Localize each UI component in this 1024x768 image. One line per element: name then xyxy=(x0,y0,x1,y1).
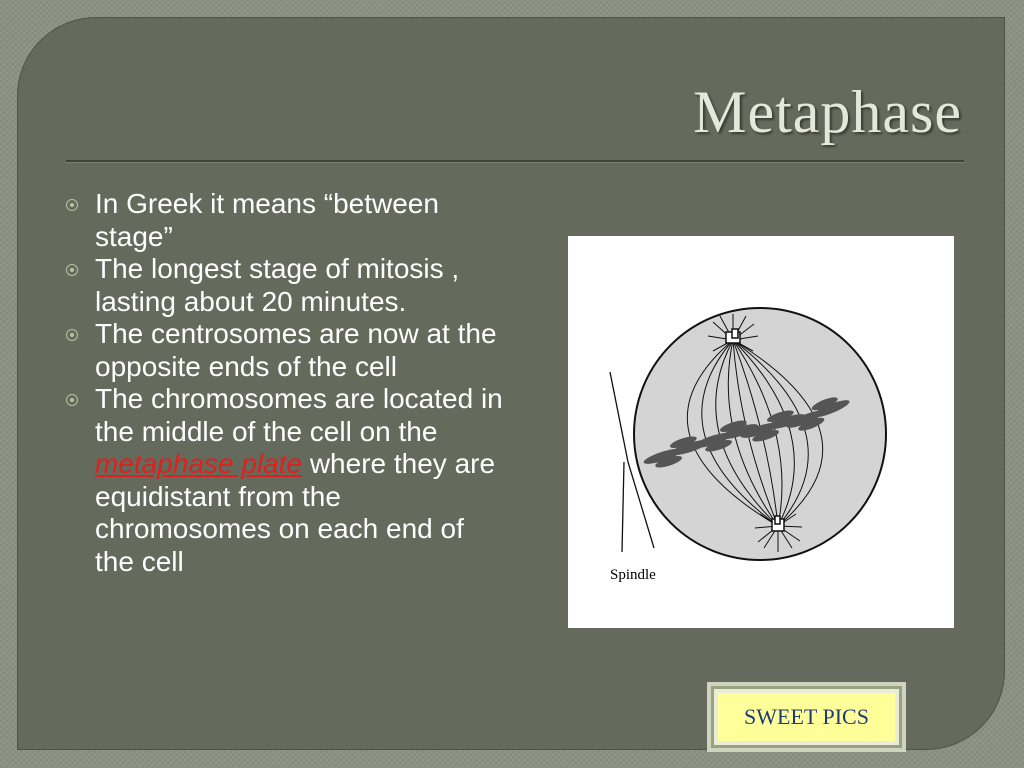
bullet-icon xyxy=(66,394,78,406)
title-divider xyxy=(66,160,964,163)
bullet-item xyxy=(62,383,510,578)
metaphase-plate-link[interactable]: metaphase plate xyxy=(95,448,303,479)
slide-title: Metaphase xyxy=(693,79,962,145)
bullet-item xyxy=(62,188,510,253)
bullet-text: In Greek it means “between stage” xyxy=(95,188,439,252)
spindle-label: Spindle xyxy=(610,567,656,583)
bullet-icon xyxy=(66,199,78,211)
bullet-item xyxy=(62,253,510,318)
bullet-icon xyxy=(66,329,78,341)
sweet-pics-button[interactable]: SWEET PICS xyxy=(707,682,906,752)
bullet-icon xyxy=(66,264,78,276)
bullet-list xyxy=(62,188,510,578)
bullet-text-after: where they are equidistant from the chromosomes on each end of the cell xyxy=(95,448,496,577)
metaphase-diagram xyxy=(568,236,954,628)
metaphase-cell-illustration xyxy=(568,236,954,628)
bullet-text: The centrosomes are now at the opposite ends of the cell xyxy=(95,318,497,382)
bullet-text-before: The chromosomes are located in the middle of the cell on the xyxy=(95,383,503,447)
bullet-text: The longest stage of mitosis , lasting about 20 minutes. xyxy=(95,253,460,317)
bullet-item xyxy=(62,318,510,383)
